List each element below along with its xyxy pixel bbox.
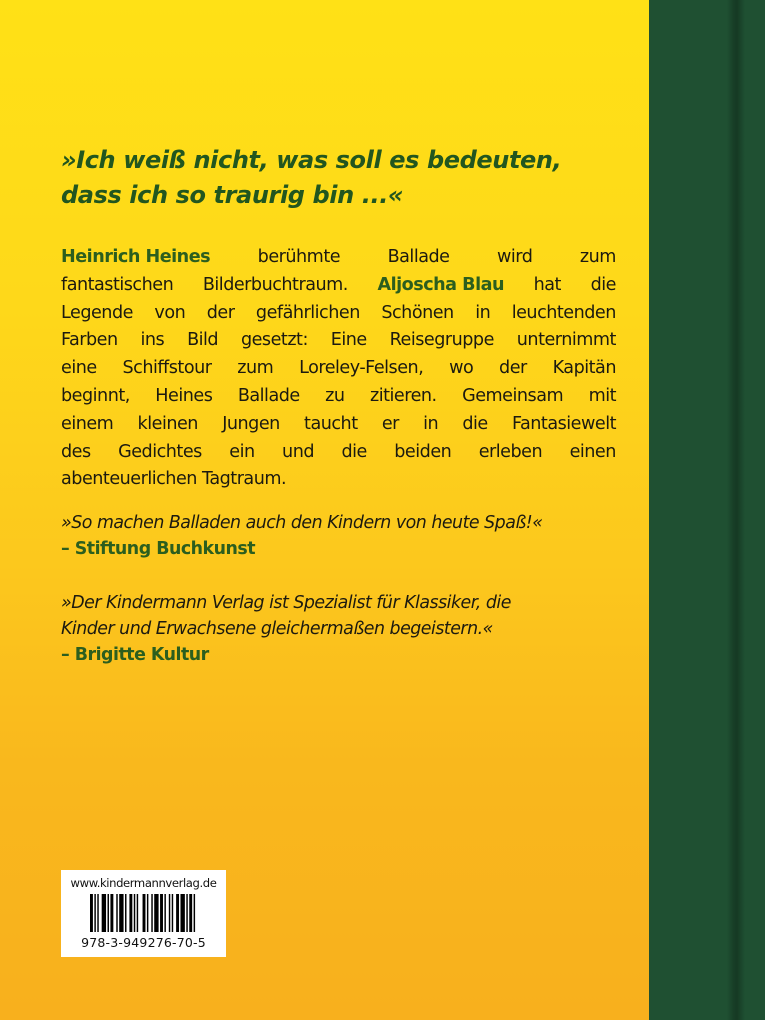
blurb-word: Reisegruppe [389,330,494,351]
blurb-word: Eine [330,330,367,351]
blurb-word: die [341,441,367,462]
blurb-word: fantastischen [61,274,174,295]
blurb-word: des [61,441,91,462]
blurb-word: kleinen [137,413,198,434]
blurb-word: gesetzt: [240,330,308,351]
blurb-word: Kapitän [552,358,616,379]
blurb-word: beiden [394,441,452,462]
spine-groove [727,0,745,1020]
highlighted-name: Aljoscha Blau [377,274,504,295]
isbn-barcode-box [61,870,226,957]
headline-line-1: »Ich weiß nicht, was soll es bedeuten, [61,146,562,174]
blurb-word: wird [497,247,533,267]
blurb-word: ein [229,441,255,462]
blurb-line [61,411,616,439]
blurb-word: wo [449,358,474,379]
blurb-word: zum [579,247,616,267]
review-quote: »So machen Balladen auch den Kindern von heute Spaß!« [61,513,543,533]
blurb-word: taucht [304,413,358,434]
blurb-word: Gemeinsam [462,385,564,406]
blurb-word: beginnt, [61,385,130,406]
blurb-word: die [590,274,616,295]
blurb-word: zu [325,385,345,406]
headline-line-2: dass ich so traurig bin ...« [61,181,404,209]
blurb-line [61,272,616,300]
blurb-line [61,439,616,467]
blurb-line [61,355,616,383]
blurb-word: der [206,302,235,323]
blurb-word: von [154,302,186,323]
review-quote-line-2: Kinder und Erwachsene gleichermaßen begeistern.« [61,619,493,639]
blurb-word: in [423,413,439,434]
blurb-word: Gedichtes [118,441,202,462]
blurb-word: Bild [187,330,219,351]
blurb-word: einen [569,441,616,462]
review-source: – Stiftung Buchkunst [61,539,256,559]
blurb-word: Ballade [237,385,300,406]
blurb-word: er [381,413,399,434]
blurb-word: gefährlichen [255,302,360,323]
blurb-line [61,327,616,355]
isbn-number: 978-3-949276-70-5 [81,935,206,950]
blurb-word: die [462,413,488,434]
blurb-word: und [282,441,315,462]
review-quote-line-1: »Der Kindermann Verlag ist Spezialist für Klassiker, die [61,593,511,613]
book-spine [649,0,765,1020]
blurb-word: hat [533,274,561,295]
blurb-word: Bilderbuchtraum. [202,274,348,295]
blurb-word: Fantasiewelt [511,413,616,434]
blurb-line [61,466,616,494]
publisher-url: www.kindermannverlag.de [70,876,217,890]
blurb-word: leuchtenden [511,302,616,323]
barcode-icon [90,894,198,932]
blurb-line [61,383,616,411]
blurb-word: der [499,358,527,379]
blurb-text [61,244,616,494]
blurb-word: zitieren. [369,385,437,406]
blurb-word: eine [61,358,97,379]
highlighted-name: Heinrich Heines [61,247,211,267]
blurb-word: Schönen [381,302,454,323]
blurb-line [61,244,616,272]
review-brigitte-kultur [61,590,621,668]
blurb-word: ins [140,330,165,351]
blurb-word: Jungen [222,413,280,434]
blurb-word: berühmte [257,247,341,267]
headline-quote [61,143,621,213]
blurb-word: Legende [61,302,133,323]
blurb-word: mit [588,385,616,406]
blurb-word: abenteuerlichen Tagtraum. [61,469,287,490]
blurb-word: in [475,302,491,323]
review-source: – Brigitte Kultur [61,645,209,665]
blurb-word: Farben [61,330,118,351]
blurb-word: unternimmt [516,330,616,351]
blurb-word: Heines [155,385,213,406]
blurb-word: Loreley-Felsen, [299,358,424,379]
blurb-word: Ballade [387,247,450,267]
blurb-word: zum [237,358,274,379]
blurb-line [61,300,616,328]
blurb-word: Schiffstour [122,358,212,379]
blurb-word: einem [61,413,114,434]
blurb-word: erleben [478,441,543,462]
review-stiftung-buchkunst [61,510,621,562]
